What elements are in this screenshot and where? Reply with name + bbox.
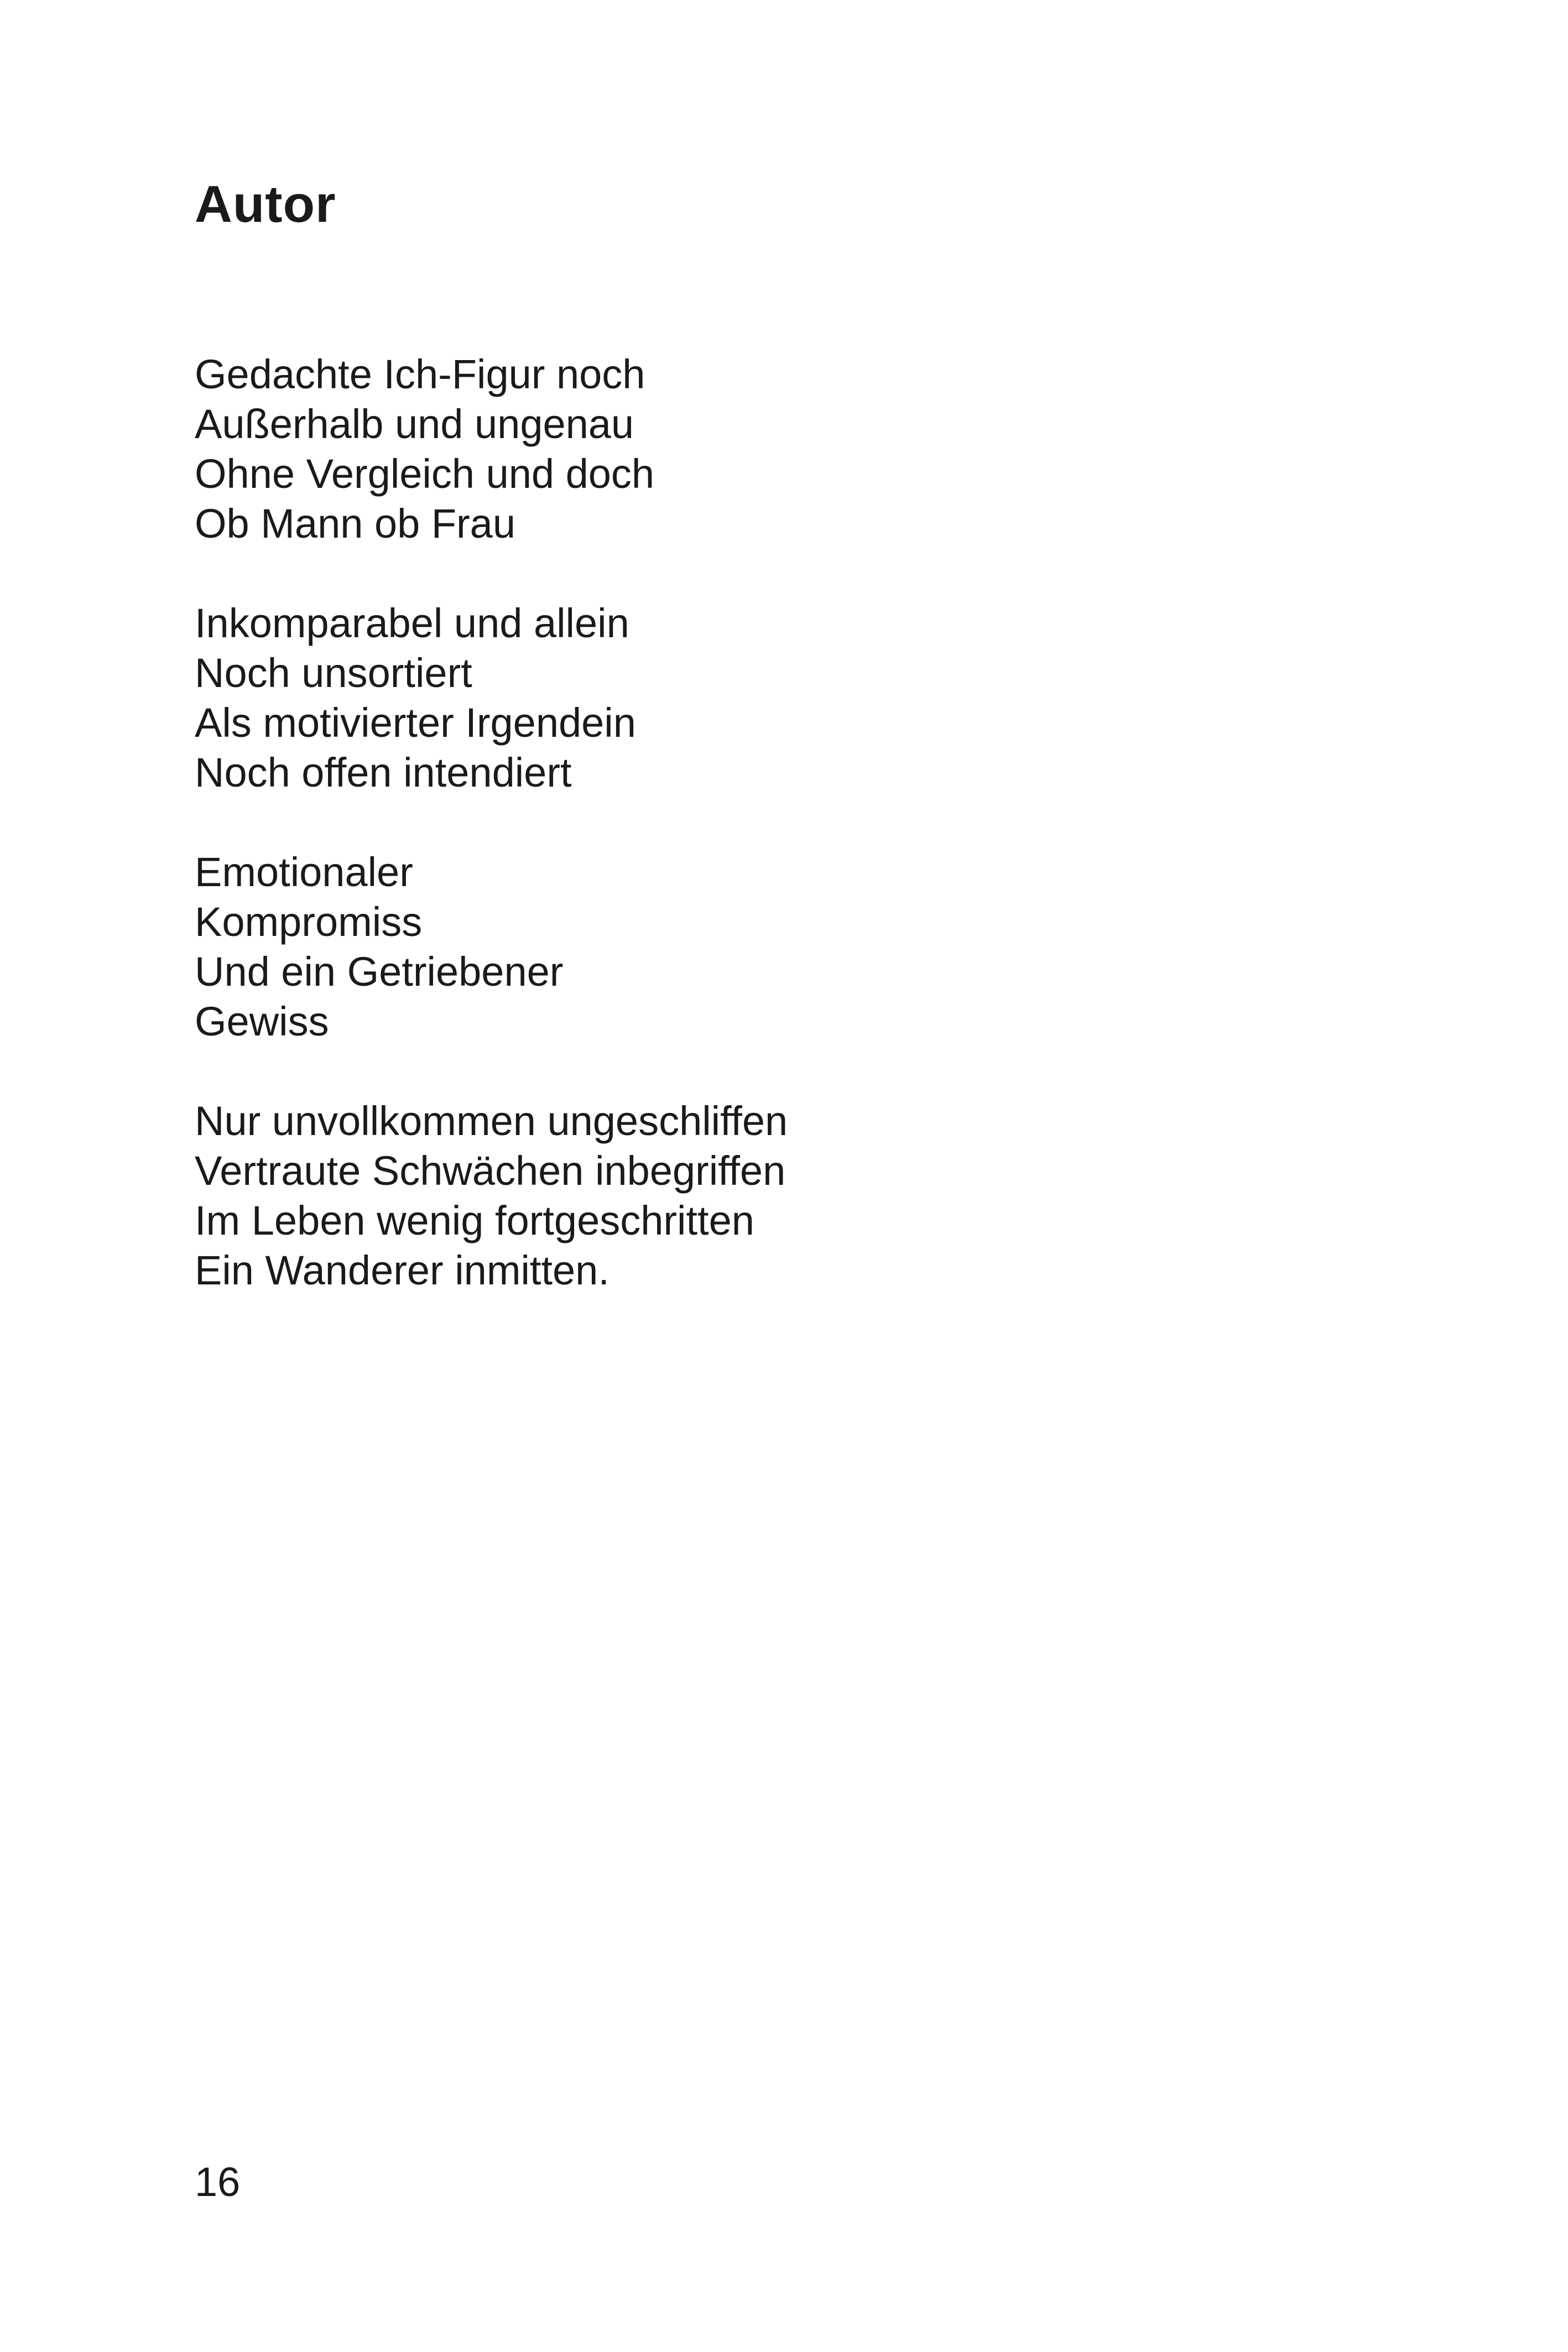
poem-line: Ein Wanderer inmitten. (195, 1247, 610, 1293)
poem-line: Noch unsortiert (195, 650, 472, 696)
stanza-1 (195, 350, 1411, 549)
page-number: 16 (195, 2159, 241, 2205)
poem-body (195, 350, 1411, 1345)
poem-line: Emotionaler (195, 849, 413, 895)
poem-line: Gewiss (195, 998, 329, 1044)
poem-line: Außerhalb und ungenau (195, 401, 634, 447)
poem-line: Noch offen intendiert (195, 750, 572, 795)
poem-line: Nur unvollkommen ungeschliffen (195, 1098, 788, 1144)
poem-line: Im Leben wenig fortgeschritten (195, 1198, 754, 1243)
stanza-3 (195, 847, 1411, 1047)
poem-line: Kompromiss (195, 899, 423, 945)
poem-line: Ob Mann ob Frau (195, 501, 515, 547)
poem-line: Inkomparabel und allein (195, 600, 629, 646)
poem-line: Gedachte Ich-Figur noch (195, 351, 645, 397)
poem-line: Als motivierter Irgendein (195, 700, 636, 746)
poem-title: Autor (195, 175, 336, 233)
poem-line: Ohne Vergleich und doch (195, 451, 655, 497)
stanza-4 (195, 1096, 1411, 1295)
poem-line: Und ein Getriebener (195, 949, 564, 995)
poem-line: Vertraute Schwächen inbegriffen (195, 1148, 786, 1194)
stanza-2 (195, 599, 1411, 798)
